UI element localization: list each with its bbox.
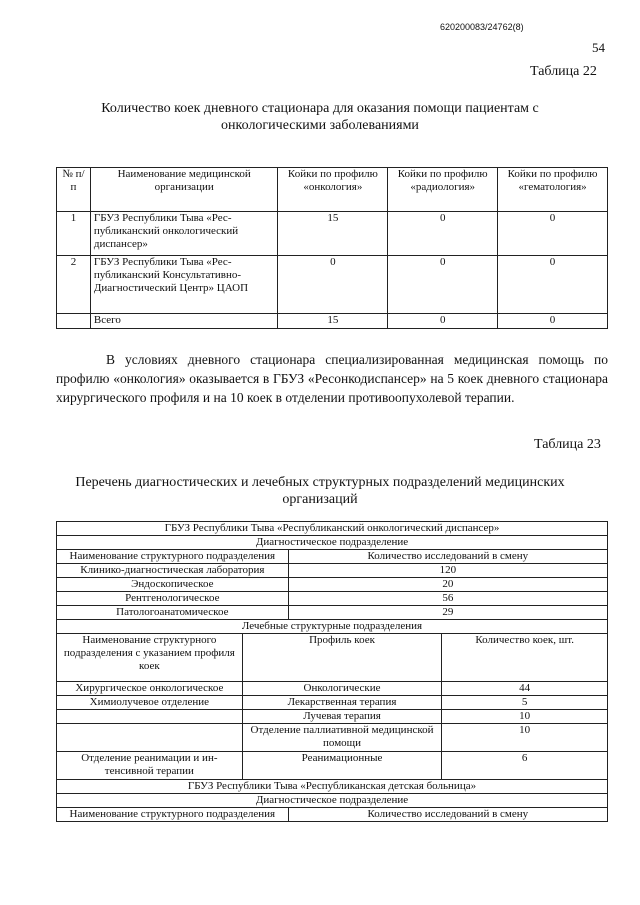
row-hematology: 0 — [498, 212, 608, 256]
treat-beds: 5 — [442, 696, 608, 710]
org-row — [57, 522, 608, 536]
row-oncology: 15 — [278, 212, 388, 256]
section-row — [57, 794, 608, 808]
diag-col-unit: Наименование структурного подразделения — [57, 808, 289, 822]
diag-unit-name: Рентгенологическое — [57, 592, 289, 606]
row-hematology: 0 — [498, 256, 608, 314]
table-row — [57, 724, 608, 752]
table-header-row — [57, 550, 608, 564]
diag-section-title: Диагностическое подразделение — [57, 794, 608, 808]
diag-unit-name: Клинико-диагностическая лаборатория — [57, 564, 289, 578]
table-row — [57, 752, 608, 780]
treat-beds: 6 — [442, 752, 608, 780]
diag-col-count: Количество исследований в смену — [288, 808, 607, 822]
table-header-row — [57, 634, 608, 682]
table-23-label: Таблица 23 — [534, 437, 601, 452]
diag-unit-name: Патологоанатомическое — [57, 606, 289, 620]
row-num: 1 — [57, 212, 91, 256]
treat-profile: Реанимационные — [242, 752, 442, 780]
document-id: 620200083/24762(8) — [440, 22, 524, 32]
treat-unit: Хирургическое онкологическое — [57, 682, 243, 696]
table-row — [57, 696, 608, 710]
table-row — [57, 212, 608, 256]
row-radiology: 0 — [388, 256, 498, 314]
treat-col-unit: Наименование структурного подразделения с указанием профиля коек — [57, 634, 243, 682]
row-org-name: ГБУЗ Республики Тыва «Республиканский Консультативно-Диагностический Центр» ЦАОП — [90, 256, 278, 314]
page-number: 54 — [592, 40, 605, 55]
section-row — [57, 620, 608, 634]
row-oncology: 15 — [278, 314, 388, 329]
row-org-name: ГБУЗ Республики Тыва «Республиканский онкологический диспансер» — [90, 212, 278, 256]
header-num: № п/п — [57, 168, 91, 212]
table-22 — [56, 167, 608, 329]
treat-profile: Лучевая терапия — [242, 710, 442, 724]
treat-beds: 44 — [442, 682, 608, 696]
diag-section-title: Диагностическое подразделение — [57, 536, 608, 550]
org-name: ГБУЗ Республики Тыва «Республиканский онкологический диспансер» — [57, 522, 608, 536]
treat-col-profile: Профиль коек — [242, 634, 442, 682]
table-row — [57, 682, 608, 696]
treat-section-title: Лечебные структурные подразделения — [57, 620, 608, 634]
row-radiology: 0 — [388, 212, 498, 256]
diag-count: 56 — [288, 592, 607, 606]
body-paragraph: В условиях дневного стационара специализированная медицинская помощь по профилю «онкология» оказывается в ГБУЗ «Ресонкодиспансер» на 5 коек дневного стационара хирургического профиля и на 10 коек в отделении противоопухолевой терапии. — [56, 352, 608, 405]
diag-count: 120 — [288, 564, 607, 578]
treat-unit — [57, 710, 243, 724]
row-radiology: 0 — [388, 314, 498, 329]
row-org-name: Всего — [90, 314, 278, 329]
treat-unit — [57, 724, 243, 752]
table-23 — [56, 521, 608, 822]
section-row — [57, 536, 608, 550]
table-22-label: Таблица 22 — [530, 64, 597, 79]
table-row — [57, 606, 608, 620]
org-name: ГБУЗ Республики Тыва «Республиканская детская больница» — [57, 780, 608, 794]
table-22-title: Количество коек дневного стационара для оказания помощи пациентам с онкологическими заболеваниями — [101, 101, 539, 133]
treat-unit: Химиолучевое отделение — [57, 696, 243, 710]
org-row — [57, 780, 608, 794]
table-row — [57, 592, 608, 606]
treat-col-beds: Количество коек, шт. — [442, 634, 608, 682]
table-23-title: Перечень диагностических и лечебных структурных подразделений медицинских организаций — [75, 475, 565, 507]
treat-profile: Онкологические — [242, 682, 442, 696]
row-num — [57, 314, 91, 329]
table-total-row — [57, 314, 608, 329]
table-row — [57, 256, 608, 314]
row-oncology: 0 — [278, 256, 388, 314]
header-radiology: Койки по профилю «радиология» — [388, 168, 498, 212]
treat-beds: 10 — [442, 724, 608, 752]
table-row — [57, 578, 608, 592]
treat-unit: Отделение реанимации и интенсивной терапии — [57, 752, 243, 780]
diag-unit-name: Эндоскопическое — [57, 578, 289, 592]
diag-col-unit: Наименование структурного подразделения — [57, 550, 289, 564]
table-header-row — [57, 168, 608, 212]
header-hematology: Койки по профилю «гематология» — [498, 168, 608, 212]
diag-col-count: Количество исследований в смену — [288, 550, 607, 564]
header-org: Наименование медицинской организации — [90, 168, 278, 212]
treat-profile: Лекарственная терапия — [242, 696, 442, 710]
header-oncology: Койки по профилю «онкология» — [278, 168, 388, 212]
row-hematology: 0 — [498, 314, 608, 329]
table-row — [57, 564, 608, 578]
diag-count: 29 — [288, 606, 607, 620]
treat-beds: 10 — [442, 710, 608, 724]
treat-profile: Отделение паллиативной медицинской помощи — [242, 724, 442, 752]
table-row — [57, 710, 608, 724]
diag-count: 20 — [288, 578, 607, 592]
row-num: 2 — [57, 256, 91, 314]
table-header-row — [57, 808, 608, 822]
